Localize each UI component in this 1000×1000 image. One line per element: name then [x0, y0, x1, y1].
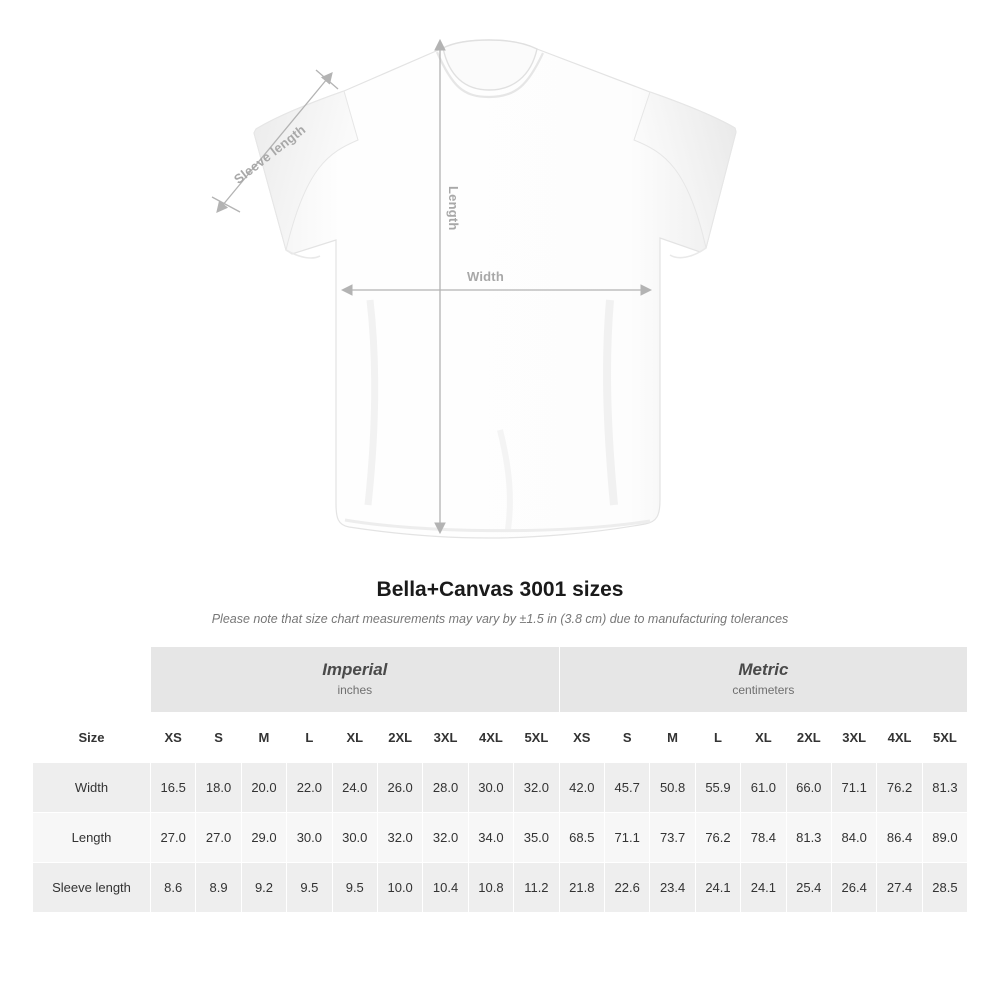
cell-sleeve-met-4xl: 27.4 — [877, 863, 922, 913]
cell-sleeve-imp-xs: 8.6 — [151, 863, 196, 913]
size-header-met-xs: XS — [559, 713, 604, 763]
size-header-met-2xl: 2XL — [786, 713, 831, 763]
unit-group-header-row — [33, 647, 968, 713]
cell-length-imp-l: 30.0 — [287, 813, 332, 863]
row-label-sleeve-length: Sleeve length — [33, 863, 151, 913]
table-row — [33, 763, 968, 813]
cell-width-met-4xl: 76.2 — [877, 763, 922, 813]
cell-sleeve-met-s: 22.6 — [605, 863, 650, 913]
cell-sleeve-met-m: 23.4 — [650, 863, 695, 913]
unit-group-imperial — [151, 647, 560, 713]
table-row — [33, 813, 968, 863]
unit-group-metric-sub: centimeters — [732, 682, 795, 697]
size-header-imp-4xl: 4XL — [468, 713, 513, 763]
cell-width-imp-5xl: 32.0 — [514, 763, 560, 813]
cell-sleeve-imp-2xl: 10.0 — [377, 863, 422, 913]
cell-length-imp-4xl: 34.0 — [468, 813, 513, 863]
row-label-width: Width — [33, 763, 151, 813]
cell-sleeve-imp-m: 9.2 — [241, 863, 286, 913]
width-label: Width — [467, 269, 504, 284]
cell-width-imp-3xl: 28.0 — [423, 763, 468, 813]
cell-length-met-2xl: 81.3 — [786, 813, 831, 863]
row-label-length: Length — [33, 813, 151, 863]
length-label: Length — [446, 186, 461, 231]
size-header-met-xl: XL — [741, 713, 786, 763]
cell-width-met-2xl: 66.0 — [786, 763, 831, 813]
cell-width-imp-2xl: 26.0 — [377, 763, 422, 813]
cell-sleeve-imp-4xl: 10.8 — [468, 863, 513, 913]
unit-group-imperial-sub: inches — [337, 682, 373, 697]
cell-sleeve-met-xl: 24.1 — [741, 863, 786, 913]
cell-sleeve-met-xs: 21.8 — [559, 863, 604, 913]
cell-length-imp-3xl: 32.0 — [423, 813, 468, 863]
cell-width-imp-4xl: 30.0 — [468, 763, 513, 813]
unit-group-imperial-name: Imperial — [322, 660, 388, 680]
cell-sleeve-met-l: 24.1 — [695, 863, 740, 913]
cell-sleeve-imp-l: 9.5 — [287, 863, 332, 913]
sleeve-length-label: Sleeve length — [231, 121, 309, 187]
cell-length-met-5xl: 89.0 — [922, 813, 967, 863]
size-header-met-4xl: 4XL — [877, 713, 922, 763]
unit-group-metric-name: Metric — [738, 660, 789, 680]
cell-width-imp-l: 22.0 — [287, 763, 332, 813]
cell-width-met-xs: 42.0 — [559, 763, 604, 813]
cell-length-met-3xl: 84.0 — [831, 813, 876, 863]
cell-width-imp-m: 20.0 — [241, 763, 286, 813]
size-header-met-3xl: 3XL — [831, 713, 876, 763]
cell-length-imp-2xl: 32.0 — [377, 813, 422, 863]
page-title: Bella+Canvas 3001 sizes — [376, 578, 624, 601]
cell-width-met-5xl: 81.3 — [922, 763, 967, 813]
size-header-imp-xl: XL — [332, 713, 377, 763]
size-header-imp-3xl: 3XL — [423, 713, 468, 763]
size-table-wrap — [32, 646, 968, 913]
cell-sleeve-imp-s: 8.9 — [196, 863, 241, 913]
size-header-met-s: S — [605, 713, 650, 763]
cell-sleeve-met-5xl: 28.5 — [922, 863, 967, 913]
cell-width-imp-s: 18.0 — [196, 763, 241, 813]
size-header-met-m: M — [650, 713, 695, 763]
cell-length-imp-xs: 27.0 — [151, 813, 196, 863]
size-header-met-5xl: 5XL — [922, 713, 967, 763]
cell-sleeve-imp-xl: 9.5 — [332, 863, 377, 913]
cell-length-met-s: 71.1 — [605, 813, 650, 863]
size-header-imp-s: S — [196, 713, 241, 763]
unit-group-metric — [559, 647, 968, 713]
cell-sleeve-met-3xl: 26.4 — [831, 863, 876, 913]
cell-length-met-xl: 78.4 — [741, 813, 786, 863]
title-block — [0, 578, 1000, 626]
cell-length-imp-m: 29.0 — [241, 813, 286, 863]
size-header-imp-5xl: 5XL — [514, 713, 560, 763]
cell-width-met-xl: 61.0 — [741, 763, 786, 813]
cell-sleeve-met-2xl: 25.4 — [786, 863, 831, 913]
cell-length-met-4xl: 86.4 — [877, 813, 922, 863]
cell-length-imp-s: 27.0 — [196, 813, 241, 863]
cell-width-met-3xl: 71.1 — [831, 763, 876, 813]
table-row — [33, 863, 968, 913]
size-header-met-l: L — [695, 713, 740, 763]
cell-length-met-l: 76.2 — [695, 813, 740, 863]
size-header-label: Size — [33, 713, 151, 763]
cell-width-imp-xs: 16.5 — [151, 763, 196, 813]
size-header-imp-l: L — [287, 713, 332, 763]
cell-sleeve-imp-5xl: 11.2 — [514, 863, 560, 913]
cell-width-met-s: 45.7 — [605, 763, 650, 813]
tolerance-note: Please note that size chart measurements may vary by ±1.5 in (3.8 cm) due to manufacturing tolerances — [211, 612, 789, 626]
cell-width-met-m: 50.8 — [650, 763, 695, 813]
size-header-imp-2xl: 2XL — [377, 713, 422, 763]
size-header-row — [33, 713, 968, 763]
size-chart-table — [32, 646, 968, 913]
cell-width-imp-xl: 24.0 — [332, 763, 377, 813]
cell-length-imp-5xl: 35.0 — [514, 813, 560, 863]
cell-length-met-xs: 68.5 — [559, 813, 604, 863]
cell-length-imp-xl: 30.0 — [332, 813, 377, 863]
size-header-imp-m: M — [241, 713, 286, 763]
cell-sleeve-imp-3xl: 10.4 — [423, 863, 468, 913]
cell-length-met-m: 73.7 — [650, 813, 695, 863]
size-header-imp-xs: XS — [151, 713, 196, 763]
cell-width-met-l: 55.9 — [695, 763, 740, 813]
tshirt-shape — [254, 40, 736, 538]
corner-cell — [33, 647, 151, 713]
